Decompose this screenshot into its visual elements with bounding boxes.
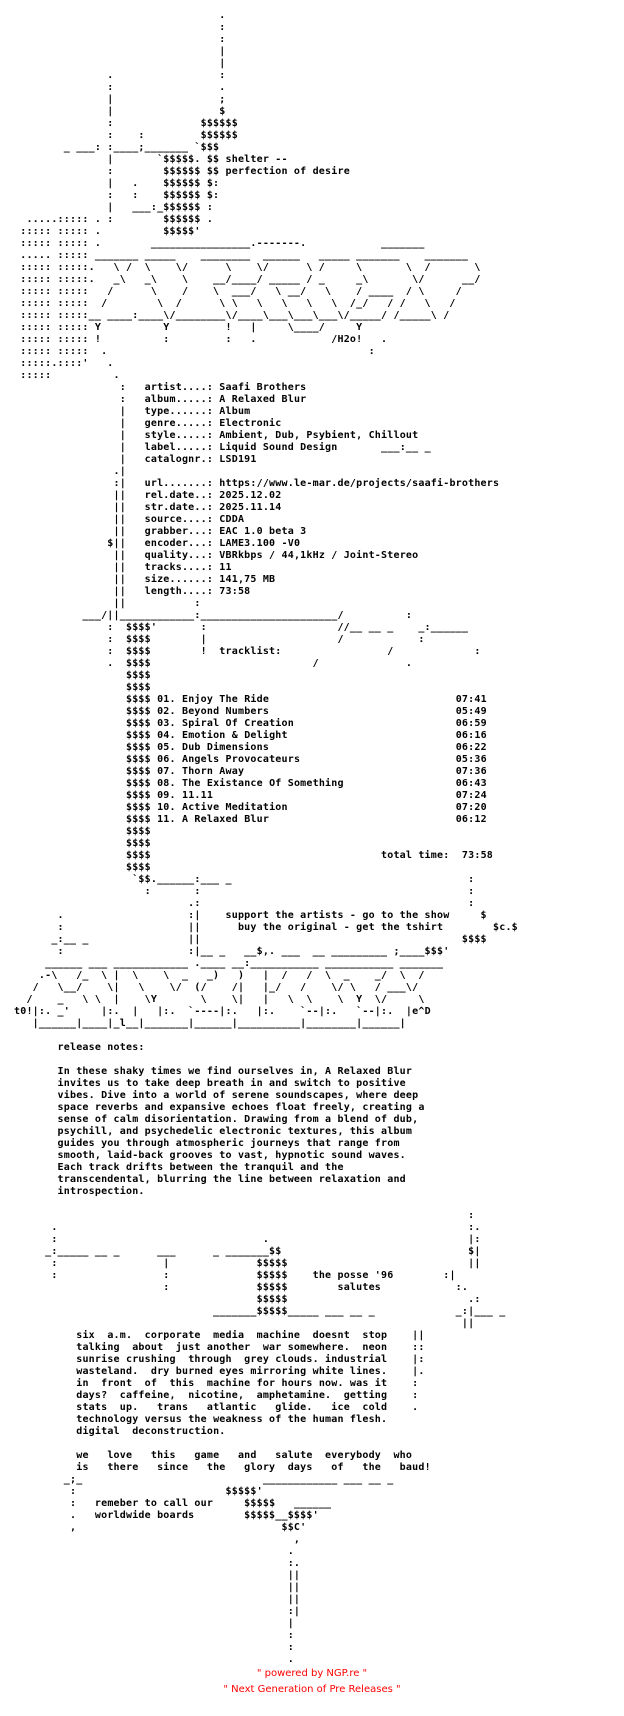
notes-line: transcendental, blurring the line between relaxation and bbox=[57, 1174, 406, 1185]
tracklist: $$$$ 01. Enjoy The Ride 07:41 $$$$ 02. Beyond Numbers 05:49 $$$$ 03. Spiral Of Creation 06:59 $$$$ 04. Emotion & Delight 06:16 $$$$ 05. Dub Dimensions 06:22 $$$$ 06. Angels Provocateurs 05:36 $$$$ 07. Thorn Away 07:36 $$$$ 08. The Existance Of Something 06:43 $$$$ 09. 11.11 07:24 $$$$ 10. Active Meditation 07:20 $$$$ 11. A Relaxed Blur 06:12 $$$$ $$$$ $$$$ total time: 73:58 bbox=[125, 694, 494, 861]
notes-line: vibes. Dive into a world of serene soundscapes, where deep bbox=[57, 1090, 419, 1101]
info-label-str-date: str.date..: bbox=[144, 502, 220, 513]
track-num: 02. bbox=[157, 706, 176, 717]
art-spacer: || bbox=[113, 586, 126, 597]
notes-line: Each track drifts between the tranquil and the bbox=[57, 1162, 344, 1173]
info-label-length: length....: bbox=[144, 586, 220, 597]
art-spacer: $$$$$ ______ . bbox=[69, 1498, 332, 1521]
art-spacer: :. $$$$$ .: _______$$$$$_____ ___ __ _ _:|___ _ || bbox=[213, 1282, 506, 1329]
info-artist: Saafi Brothers bbox=[219, 382, 307, 393]
track-title: Dub Dimensions bbox=[181, 742, 270, 753]
support-art-signature-2: e^D bbox=[412, 1006, 431, 1017]
art-spacer: :| : $$$$$ bbox=[163, 1270, 456, 1293]
footer-tagline: " Next Generation of Pre Releases " bbox=[223, 1684, 401, 1695]
info-url: https://www.le-mar.de/projects/saafi-brothers bbox=[219, 478, 500, 489]
nfo-art-text bbox=[14, 10, 518, 1666]
art-spacer: .| :| bbox=[113, 466, 126, 489]
greets-line: is there since the glory days of the baud! bbox=[76, 1462, 431, 1473]
art-spacer: || : ___/||____________:______________________/ : : $$$$' : //__ __ _ _:______ : $$$$ | / : : $$$$ ! bbox=[82, 598, 469, 657]
track-time: 05:36 bbox=[455, 754, 487, 765]
art-spacer: $|| bbox=[107, 538, 126, 549]
greets-text: six a.m. corporate media machine doesnt stop || talking about just another war somewhere. neon :: sunrise crushing through grey clouds. industrial |: wasteland. dry burned eyes mirroring white lines. |. in front of this machine for hours now. was it : days? caffeine, nicotine, amphetamine. getting : stats up. trans atlantic glide. ice cold . technology versus the weakness of the human flesh. digital deconstruction. we love this game and salute everybody who is there since the glory days of the baud! bbox=[76, 1330, 431, 1473]
release-notes-heading: release notes: bbox=[57, 1042, 145, 1053]
boards-line-1: remeber to call our bbox=[94, 1498, 214, 1509]
info-label-label: label.....: bbox=[144, 442, 220, 453]
info-label-source: source....: bbox=[144, 514, 220, 525]
track-time: 06:43 bbox=[455, 778, 487, 789]
notes-line: smooth, laid-back grooves to vast, hypnotic sound waves. bbox=[57, 1150, 406, 1161]
total-time-label: total time: bbox=[381, 850, 450, 861]
greets-line: days? caffeine, nicotine, amphetamine. getting bbox=[76, 1390, 388, 1401]
greets-line: wasteland. dry burned eyes mirroring white lines. bbox=[76, 1366, 388, 1377]
group-motto: perfection of desire bbox=[225, 166, 350, 177]
art-spacer: : $$$$$$ $$ bbox=[107, 166, 220, 177]
info-quality: VBRkbps / 44,1kHz / Joint-Stereo bbox=[219, 550, 419, 561]
art-spacer: || bbox=[113, 514, 126, 525]
art-spacer: || bbox=[113, 490, 126, 501]
track-num: 05. bbox=[157, 742, 176, 753]
track-title: Active Meditation bbox=[181, 802, 288, 813]
track-title: 11.11 bbox=[181, 790, 214, 801]
greets-line: in front of this machine for hours now. was it bbox=[76, 1378, 388, 1389]
greets-line: technology versus the weakness of the human flesh. bbox=[76, 1414, 388, 1425]
art-spacer: . ::::: ::::: . : :::::.::::' . ::::: . bbox=[20, 334, 388, 381]
art-spacer: / : . $$$$ / . $$$$ $$$$ bbox=[107, 646, 481, 693]
info-label-url: url.......: bbox=[144, 478, 220, 489]
greets-line: stats up. trans atlantic glide. ice cold bbox=[76, 1402, 388, 1413]
info-str-date: 2025.11.14 bbox=[219, 502, 282, 513]
notes-line: space reverbs and expansive echoes float freely, creating a bbox=[57, 1102, 425, 1113]
track-num: 03. bbox=[157, 718, 176, 729]
greets-title-1: the posse '96 bbox=[312, 1270, 394, 1281]
total-time: 73:58 bbox=[461, 850, 494, 861]
info-genre: Electronic bbox=[219, 418, 282, 429]
art-spacer: ___:__ _ | bbox=[119, 442, 431, 465]
track-time: 07:36 bbox=[455, 766, 487, 777]
art-spacer: | bbox=[119, 430, 126, 441]
info-label-rel-date: rel.date..: bbox=[144, 490, 220, 501]
info-label-quality: quality...: bbox=[144, 550, 220, 561]
notes-line: introspection. bbox=[57, 1186, 145, 1197]
support-line-2: buy the original - get the tshirt bbox=[237, 922, 444, 933]
art-spacer: $ : || bbox=[57, 910, 487, 933]
track-title: Angels Provocateurs bbox=[181, 754, 301, 765]
art-spacer: : bbox=[119, 394, 126, 405]
track-num: 11. bbox=[157, 814, 176, 825]
track-num: 01. bbox=[157, 694, 176, 705]
info-tracks: 11 bbox=[219, 562, 232, 573]
art-spacer: | bbox=[119, 418, 126, 429]
info-label-artist: artist....: bbox=[144, 382, 220, 393]
info-label-size: size......: bbox=[144, 574, 220, 585]
art-spacer: || bbox=[113, 562, 126, 573]
art-spacer: || bbox=[113, 550, 126, 561]
track-num: 10. bbox=[157, 802, 176, 813]
art-signature: /H2o! bbox=[331, 334, 363, 345]
info-label-grabber: grabber...: bbox=[144, 526, 220, 537]
track-title: Thorn Away bbox=[181, 766, 245, 777]
art-spacer: $$$$$__$$$$' , $$C' , . :. || || || :| | : : . bbox=[69, 1510, 319, 1665]
info-size: 141,75 MB bbox=[219, 574, 276, 585]
track-time: 06:16 bbox=[455, 730, 487, 741]
info-label-encoder: encoder...: bbox=[144, 538, 220, 549]
support-line-1: support the artists - go to the show bbox=[225, 910, 450, 921]
art-spacer: || bbox=[113, 502, 126, 513]
info-source: CDDA bbox=[219, 514, 245, 525]
info-label-style: style.....: bbox=[144, 430, 220, 441]
art-spacer: | bbox=[119, 406, 126, 417]
support-art-signature: t0! bbox=[14, 1006, 33, 1017]
track-time: 06:59 bbox=[455, 718, 487, 729]
greets-line: six a.m. corporate media machine doesnt stop bbox=[76, 1330, 388, 1341]
track-num: 07. bbox=[157, 766, 176, 777]
info-style: Ambient, Dub, Psybient, Chillout bbox=[219, 430, 419, 441]
info-block: : bbox=[14, 382, 145, 393]
art-spacer: || bbox=[113, 526, 126, 537]
footer bbox=[0, 1666, 624, 1698]
track-title: Beyond Numbers bbox=[181, 706, 270, 717]
art-spacer: |______|____|_l__|_______|______|__________|________|______| bbox=[32, 1018, 406, 1029]
info-label-album: album.....: bbox=[144, 394, 220, 405]
info-rel-date: 2025.12.02 bbox=[219, 490, 282, 501]
track-title: The Existance Of Something bbox=[181, 778, 344, 789]
art-spacer: $c.$ _:__ _ || $$$$ : :|__ _ __$,. ___ __ _________ ;____$$$' ______ ___ ____________ .____ __:___________ ___________ _______ .-\ /_ \ | \ \ _ _) ) | / / \ _ _/ \ / / \__/ \| \ \/ (/ /| |_/ / \/ \ / ___\/ / _ \ \ | \Y \ \| | \ \ \ Y \/ \ bbox=[26, 922, 518, 1005]
info-label-genre: genre.....: bbox=[144, 418, 220, 429]
art-spacer: : . :. : . |: _:_____ __ _ ___ _ _______$$ $| : | $$$$$ || : : $$$$$ bbox=[45, 1210, 481, 1281]
track-title: A Relaxed Blur bbox=[181, 814, 270, 825]
info-length: 73:58 bbox=[219, 586, 251, 597]
group-name: shelter -- bbox=[225, 154, 288, 165]
art-spacer: | bbox=[119, 442, 126, 453]
art-spacer: _;_ ____________ ___ __ _ : $$$$$' : bbox=[63, 1474, 394, 1509]
track-title: Enjoy The Ride bbox=[181, 694, 270, 705]
greets-line: talking about just another war somewhere. neon bbox=[76, 1342, 388, 1353]
track-num: 09. bbox=[157, 790, 176, 801]
art-logo: | . $$$$$$ $: : : $$$$$$ $: | ___:_$$$$$$ : .....::::: . : $$$$$$ . ::::: ::::: . $$$$$' ::::: ::::: . ________________.-------. _______ ..... ::::: _______ _____ ________ ______ _____ _______ _______ ::::: :::::. \ / \ \/ \ \/ \ / \ \ / \ ::::: :::::. _\ _\ \ __/____/ _____ / _ _\ \/ __/ ::::: ::::: / \ / \ ___/ \ __/ \ / ____ / \ / ::::: ::::: / \ / \ \ \ \ \ \ /_/ / / \ / ::::: :::::__ ____:____\/________\/____\___\___\___\/_____/ /_____\ / ::::: ::::: Y Y ! | \____/ Y ::::: ::::: ! : : . bbox=[20, 178, 481, 345]
info-catalognr: LSD191 bbox=[219, 454, 257, 465]
boards-line-2: worldwide boards bbox=[94, 1510, 195, 1521]
track-num: 06. bbox=[157, 754, 176, 765]
greets-title-2: salutes bbox=[337, 1282, 382, 1293]
track-time: 07:24 bbox=[455, 790, 487, 801]
track-time: 05:49 bbox=[455, 706, 487, 717]
track-time: 07:41 bbox=[455, 694, 487, 705]
art-spacer: |:. _' |:. | |:. `----|:. |:. `--|:. `--|:. | bbox=[32, 1006, 413, 1017]
greets-line: sunrise crushing through grey clouds. industrial bbox=[76, 1354, 388, 1365]
tracklist-heading: tracklist: bbox=[219, 646, 282, 657]
greets-line: digital deconstruction. bbox=[76, 1426, 226, 1437]
track-title: Emotion & Delight bbox=[181, 730, 288, 741]
track-time: 06:22 bbox=[455, 742, 487, 753]
greets-line: we love this game and salute everybody who bbox=[76, 1450, 413, 1461]
info-label-tracks: tracks....: bbox=[144, 562, 220, 573]
track-num: 08. bbox=[157, 778, 176, 789]
art-top: . : : | | . : : . | ; | $ : $$$$$$ : : $$$$$$ _ ___: :____;_______ `$$$ | `$$$$$. $$ bbox=[63, 10, 238, 165]
footer-powered-by[interactable]: " powered by NGP.re " bbox=[256, 1668, 368, 1679]
info-grabber: EAC 1.0 beta 3 bbox=[219, 526, 307, 537]
info-label-type: type......: bbox=[144, 406, 220, 417]
info-album: A Relaxed Blur bbox=[219, 394, 307, 405]
notes-line: sense of calm disorientation. Drawing from a blend of dub, bbox=[57, 1114, 419, 1125]
notes-line: psychill, and psychedelic electronic textures, this album bbox=[57, 1126, 413, 1137]
info-label: Liquid Sound Design bbox=[219, 442, 338, 453]
track-num: 04. bbox=[157, 730, 176, 741]
notes-line: invites us to take deep breath in and switch to positive bbox=[57, 1078, 406, 1089]
art-spacer bbox=[14, 1042, 58, 1053]
art-spacer: $$$$ `$$.______:___ _ : : : : .: : . :| bbox=[57, 862, 475, 921]
track-time: 07:20 bbox=[455, 802, 487, 813]
notes-line: In these shaky times we find ourselves in, A Relaxed Blur bbox=[57, 1066, 413, 1077]
art-spacer: || bbox=[113, 574, 126, 585]
info-type: Album bbox=[219, 406, 251, 417]
info-label-catalognr: catalognr.: bbox=[144, 454, 220, 465]
track-time: 06:12 bbox=[455, 814, 487, 825]
notes-line: guides you through atmospheric journeys that range from bbox=[57, 1138, 400, 1149]
track-title: Spiral Of Creation bbox=[181, 718, 294, 729]
release-notes bbox=[14, 1042, 425, 1197]
info-encoder: LAME3.100 -V0 bbox=[219, 538, 301, 549]
